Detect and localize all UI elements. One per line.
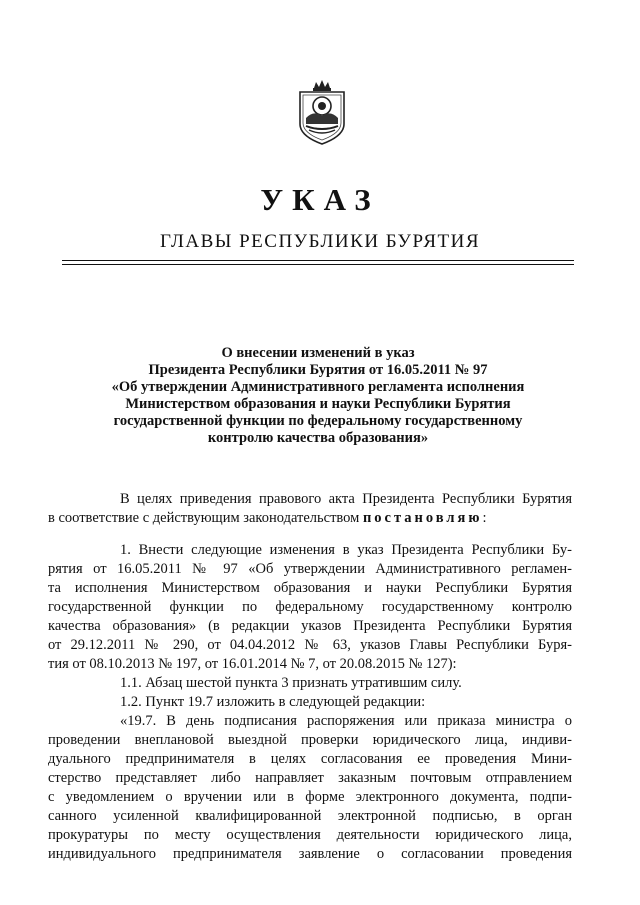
clause-19-7-line: «19.7. В день подписания распоряжения или приказа министра о [120, 713, 572, 729]
preamble-text: в соответствие с действующим законодательством [48, 510, 363, 526]
clause-19-7-line: дуального предпринимателя в целях согласования ее проведения Мини- [48, 751, 572, 767]
decree-body [48, 490, 572, 864]
heading-line: Президента Республики Бурятия от 16.05.2011 № 97 [148, 362, 488, 378]
heading-line: О внесении изменений в указ [221, 345, 415, 361]
clause-line: от 29.12.2011 № 290, от 04.04.2012 № 63, указов Главы Республики Буря- [48, 637, 572, 653]
clause-line: качества образования» (в редакции указов Президента Республики Бурятия [48, 618, 572, 634]
clause-line: рятия от 16.05.2011 № 97 «Об утверждении Административного регламен- [48, 561, 572, 577]
document-title: УКАЗ [260, 182, 380, 217]
heading-line: государственной функции по федеральному государственному [113, 413, 523, 429]
spacer [84, 528, 572, 541]
clause-19-7-line: санного усиленной квалифицированной электронной подписью, в орган [48, 808, 572, 824]
clause-line: тия от 08.10.2013 № 197, от 16.01.2014 № 7, от 20.08.2015 № 127): [48, 656, 457, 672]
clause-19-7-line: индивидуального предпринимателя заявление о согласовании проведения [48, 846, 572, 862]
clause-1-1: 1.1. Абзац шестой пункта 3 признать утратившим силу. [120, 675, 462, 691]
header-divider [62, 260, 574, 265]
clause-1-2: 1.2. Пункт 19.7 изложить в следующей редакции: [120, 694, 426, 710]
clause-19-7-line: стерство представляет либо направляет заказным почтовым отправлением [48, 770, 572, 786]
clause-19-7-line: прокуратуры по месту осуществления деятельности юридического лица, [48, 827, 572, 843]
clause-line: та исполнения Министерством образования и науки Республики Бурятия [48, 580, 572, 596]
preamble-line: В целях приведения правового акта Президента Республики Бурятия [120, 491, 572, 507]
heading-line: контролю качества образования» [207, 430, 429, 446]
clause-line: 1. Внести следующие изменения в указ Президента Республики Бу- [120, 542, 572, 558]
clause-19-7-line: проведении внеплановой выездной проверки юридического лица, индиви- [48, 732, 572, 748]
clause-line: государственной функции по федеральному государственному контролю [48, 599, 572, 615]
document-issuer: ГЛАВЫ РЕСПУБЛИКИ БУРЯТИЯ [159, 231, 481, 252]
decree-colon: : [482, 510, 487, 526]
buryatia-coat-of-arms-emblem [296, 78, 348, 146]
clause-19-7-line: с уведомлением о вручении или в форме электронного документа, подпи- [48, 789, 572, 805]
decree-heading [62, 345, 574, 447]
heading-line: «Об утверждении Административного регламента исполнения [111, 379, 525, 395]
preamble-line [48, 509, 572, 528]
decree-word: постановляю [362, 510, 483, 526]
heading-line: Министерством образования и науки Республики Бурятия [125, 396, 511, 412]
